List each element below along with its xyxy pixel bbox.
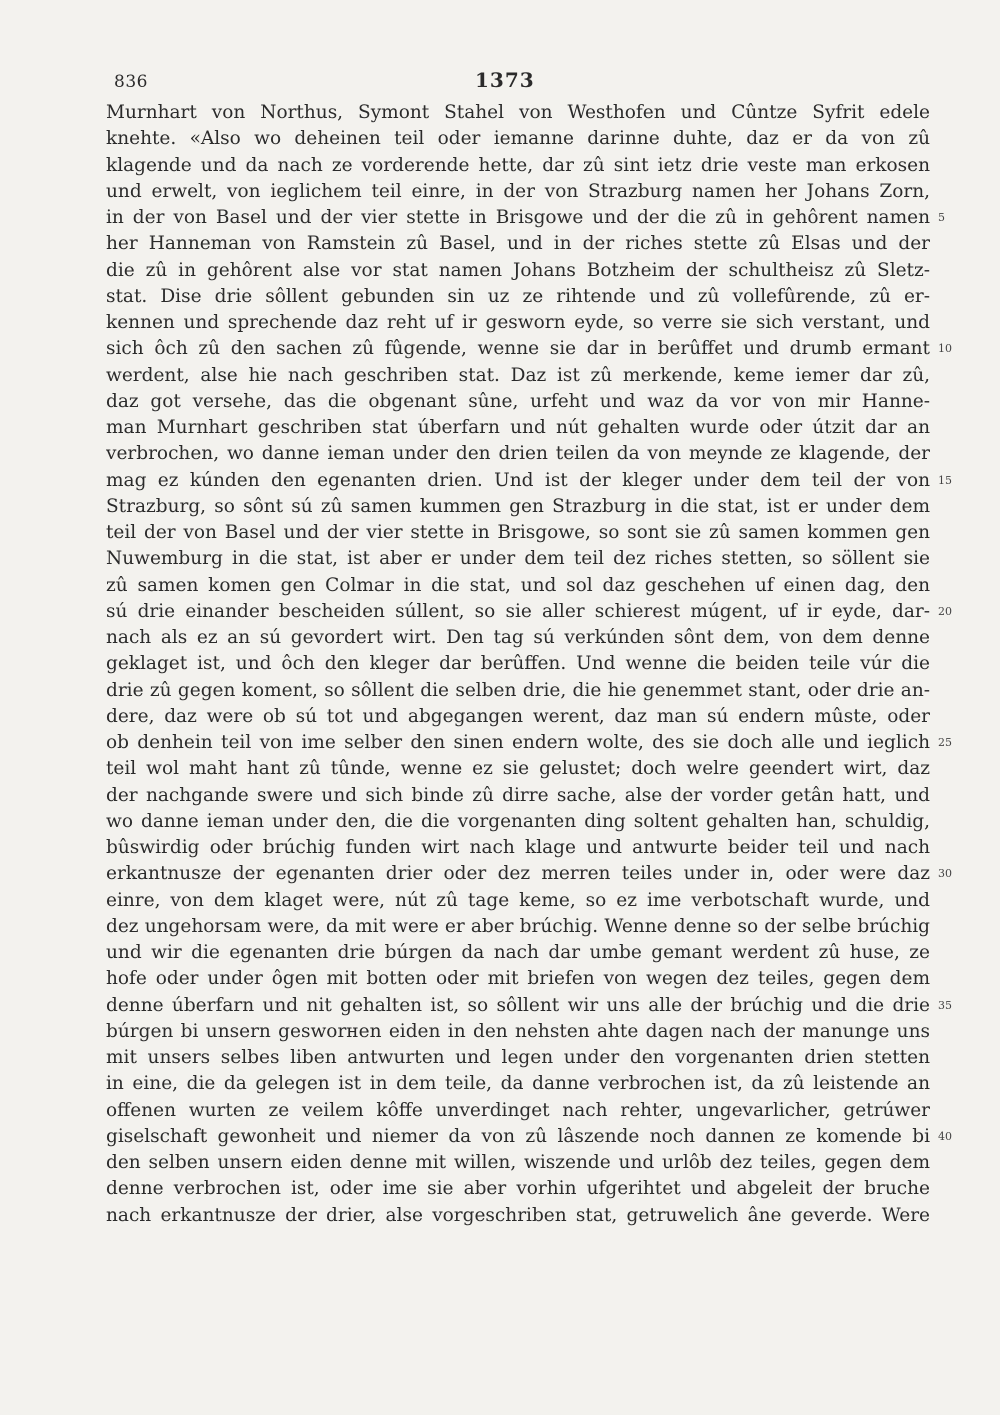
text-line: giselschaft gewonheit und niemer da von zû lâszende noch dannen ze komende bi	[106, 1125, 930, 1147]
text-line: búrgen bi unsern gesworнen eiden in den nehsten ahte dagen nach der manunge uns	[106, 1020, 930, 1042]
text-line: den selben unsern eiden denne mit willen, wiszende und urlôb dez teiles, gegen dem	[106, 1152, 930, 1173]
text-line: daz got versehe, das die obgenant sûne, urfeht und waz da vor von mir Hanne-	[106, 390, 930, 412]
text-line: ob denhein teil von ime selber den sinen endern wolte, des sie doch alle und ieglich	[106, 732, 930, 753]
text-line: die zû in gehôrent alse vor stat namen Johans Botzheim der schultheisz zû Sletz-	[106, 259, 930, 281]
text-line: und erwelt, von ieglichem teil einre, in der von Strazburg namen her Johans Zorn,	[106, 180, 930, 202]
text-line: dere, daz were ob sú tot und abgegangen werent, daz man sú endern mûste, oder	[106, 705, 930, 727]
text-line: und wir die egenanten drie búrgen da nach dar umbe gemant werdent zû huse, ze	[106, 942, 930, 963]
line-number-marker: 15	[938, 473, 952, 487]
line-number-marker: 30	[938, 867, 952, 881]
body-text	[106, 100, 930, 1229]
text-line: wo danne ieman under den, die die vorgenanten ding soltent gehalten han, schuldig,	[106, 810, 930, 832]
text-line: mag ez kúnden den egenanten drien. Und ist der kleger under dem teil der von	[106, 469, 930, 491]
text-line: zû samen komen gen Colmar in die stat, und sol daz geschehen uf einen dag, den	[106, 574, 930, 596]
text-line: erkantnusze der egenanten drier oder dez merren teiles under in, oder were daz	[106, 863, 930, 885]
text-line: in eine, die da gelegen ist in dem teile, da danne verbrochen ist, da zû leistende an	[106, 1073, 930, 1095]
text-line: klagende und da nach ze vorderende hette, dar zû sint ietz drie veste man erkosen	[106, 154, 930, 176]
line-number-marker: 10	[938, 342, 952, 356]
document-number: 1373	[475, 68, 535, 92]
text-line: denne úberfarn und nit gehalten ist, so sôllent wir uns alle der brúchig und die drie	[106, 994, 930, 1016]
text-line: in der von Basel und der vier stette in Brisgowe und der die zû in gehôrent namen	[106, 207, 930, 228]
text-line: kennen und sprechende daz reht uf ir gesworn eyde, so verre sie sich verstant, und	[106, 312, 930, 333]
text-line: Nuwemburg in die stat, ist aber er under dem teil dez riches stetten, so söllent sie	[106, 548, 930, 570]
text-line: bûswirdig oder brúchig funden wirt nach klage und antwurte beider teil und nach	[106, 837, 930, 858]
text-line: Strazburg, so sônt sú zû samen kummen gen Strazburg in die stat, ist er under dem	[106, 495, 930, 517]
text-line: offenen wurten ze veilem kôffe unverdinget nach rehter, ungevarlicher, getrúwer	[106, 1099, 930, 1121]
text-line: teil der von Basel und der vier stette in Brisgowe, so sont sie zû samen kommen gen	[106, 522, 930, 543]
text-line: verbrochen, wo danne ieman under den drien teilen da von meynde ze klagende, der	[106, 443, 930, 465]
text-line: sú drie einander bescheiden súllent, so sie aller schierest múgent, uf ir eyde, dar-	[106, 600, 930, 622]
text-line: denne verbrochen ist, oder ime sie aber vorhin ufgerihtet und abgeleit der bruche	[106, 1178, 930, 1200]
text-line: dez ungehorsam were, da mit were er aber brúchig. Wenne denne so der selbe brúchig	[106, 915, 930, 937]
text-line: man Murnhart geschriben stat úberfarn und nút gehalten wurde oder útzit dar an	[106, 417, 930, 438]
line-number-marker: 20	[938, 604, 952, 618]
line-number-marker: 25	[938, 736, 952, 749]
text-line: hofe oder under ôgen mit botten oder mit briefen von wegen dez teiles, gegen dem	[106, 968, 930, 990]
text-line: nach als ez an sú gevordert wirt. Den tag sú verkúnden sônt dem, von dem denne	[106, 627, 930, 648]
line-number-marker: 40	[938, 1129, 952, 1143]
page-number: 836	[114, 72, 148, 92]
line-number-marker: 35	[938, 998, 952, 1012]
text-line: Murnhart von Northus, Symont Stahel von Westhofen und Cûntze Syfrit edele	[106, 102, 930, 123]
text-line: mit unsers selbes liben antwurten und legen under den vorgenanten drien stetten	[106, 1047, 930, 1068]
text-line: teil wol maht hant zû tûnde, wenne ez sie gelustet; doch welre geendert wirt, daz	[106, 758, 930, 780]
text-line: her Hanneman von Ramstein zû Basel, und in der riches stette zû Elsas und der	[106, 233, 930, 255]
text-line: knehte. «Also wo deheinen teil oder iemanne darinne duhte, daz er da von zû	[106, 128, 930, 150]
text-line: der nachgande swere und sich binde zû dirre sache, alse der vorder getân hatt, und	[106, 784, 930, 806]
line-number-marker: 5	[938, 211, 945, 224]
text-line: nach erkantnusze der drier, alse vorgeschriben stat, getruwelich âne geverde. Were	[106, 1204, 930, 1226]
text-line: drie zû gegen koment, so sôllent die selben drie, die hie genemmet stant, oder drie an-	[106, 679, 930, 701]
text-line: werdent, alse hie nach geschriben stat. Daz ist zû merkende, keme iemer dar zû,	[106, 364, 930, 386]
text-line: sich ôch zû den sachen zû fûgende, wenne sie dar in berûffet und drumb ermant	[106, 338, 930, 360]
text-line: geklaget ist, und ôch den kleger dar berûffen. Und wenne die beiden teile vúr die	[106, 653, 930, 675]
text-line: einre, von dem klaget were, nút zû tage keme, so ez ime verbotschaft wurde, und	[106, 889, 930, 911]
text-line: stat. Dise drie sôllent gebunden sin uz ze rihtende und zû vollefûrende, zû er-	[106, 285, 930, 307]
